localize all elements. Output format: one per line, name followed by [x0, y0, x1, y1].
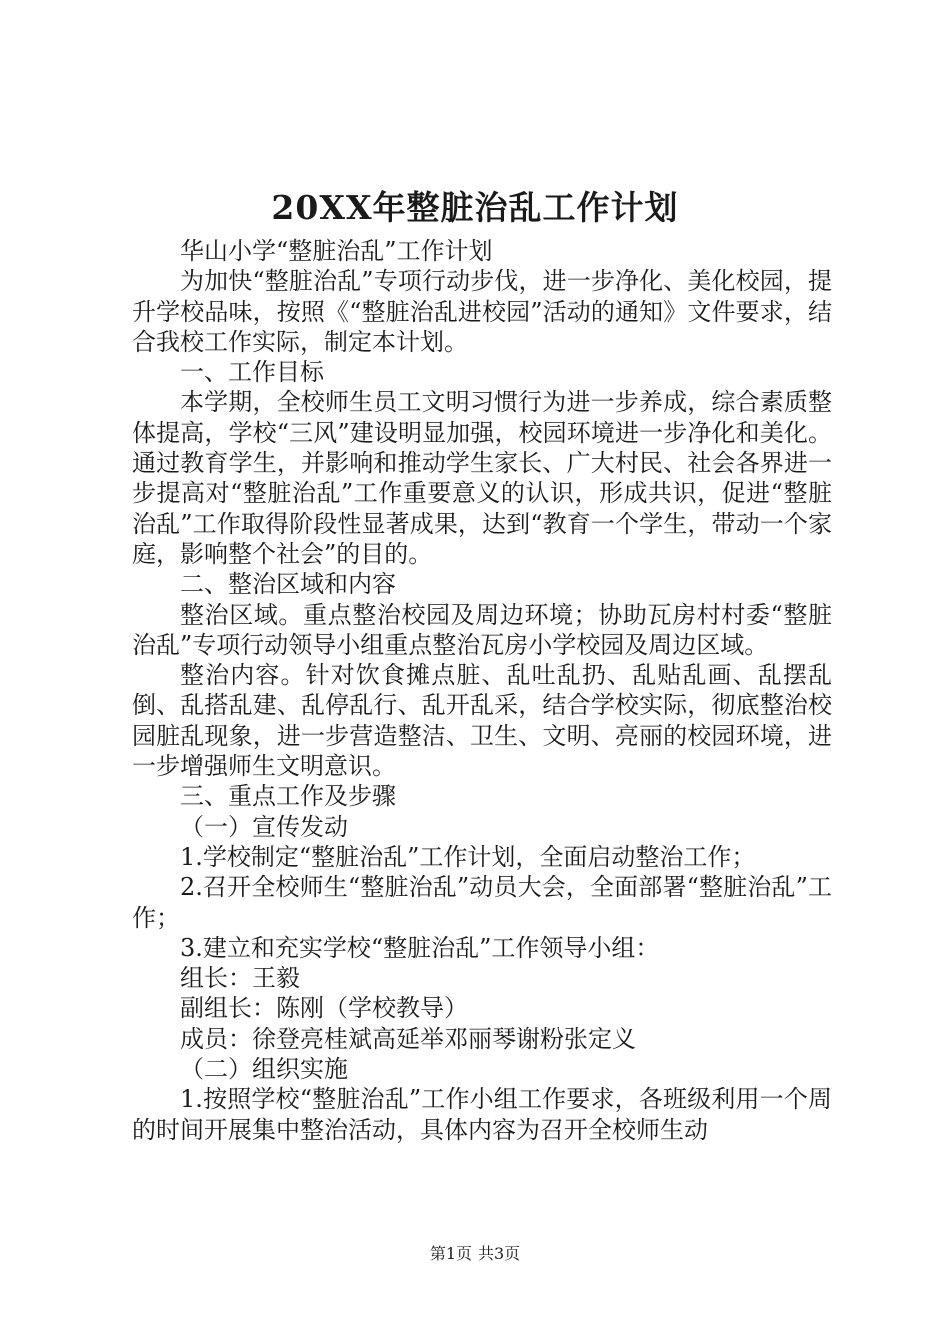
section-heading-steps: 三、重点工作及步骤	[180, 782, 396, 811]
paragraph-content: 整治内容。针对饮食摊点脏、乱吐乱扔、乱贴乱画、乱摆乱倒、乱搭乱建、乱停乱行、乱开乱采，结合学校实际，彻底整治校园脏乱现象，进一步营造整洁、卫生、文明、亮丽的校园环境，进一步增强师生文明意识。	[132, 661, 832, 781]
subsection-heading-implementation: （二）组织实施	[180, 1055, 348, 1084]
list-item-group: 3.建立和充实学校“整脏治乱”工作领导小组：	[180, 933, 660, 962]
paragraph-intro: 为加快“整脏治乱”专项行动步伐，进一步净化、美化校园，提升学校品味，按照《“整脏治乱进校园”活动的通知》文件要求，结合我校工作实际，制定本计划。	[132, 267, 832, 356]
section-heading-areas: 二、整治区域和内容	[180, 570, 396, 599]
document-title: 20XX年整脏治乱工作计划	[271, 188, 679, 227]
document-body	[132, 236, 832, 1145]
paragraph-goals: 本学期，全校师生员工文明习惯行为进一步养成，综合素质整体提高，学校“三风”建设明显加强，校园环境进一步净化和美化。通过教育学生，并影响和推动学生家长、广大村民、社会各界进一步提高对“整脏治乱”工作重要意义的认识，形成共识，促进“整脏治乱”工作取得阶段性显著成果，达到“教育一个学生，带动一个家庭，影响整个社会”的目的。	[132, 388, 832, 568]
page-number: 第1页	[429, 1244, 472, 1263]
list-item-implementation: 1.按照学校“整脏治乱”工作小组工作要求，各班级利用一个周的时间开展集中整治活动，具体内容为召开全校师生动	[132, 1085, 832, 1144]
page-total: 共3页	[478, 1244, 521, 1263]
list-item-meeting: 2.召开全校师生“整脏治乱”动员大会，全面部署“整脏治乱”工作；	[132, 873, 832, 932]
subsection-heading-publicity: （一）宣传发动	[180, 812, 348, 841]
paragraph-areas: 整治区域。重点整治校园及周边环境；协助瓦房村村委“整脏治乱”专项行动领导小组重点整治瓦房小学校园及周边区域。	[132, 600, 832, 659]
list-item-plan: 1.学校制定“整脏治乱”工作计划，全面启动整治工作；	[180, 842, 756, 871]
section-heading-goals: 一、工作目标	[180, 358, 324, 387]
page-footer	[0, 1244, 950, 1264]
group-members: 成员：徐登亮桂斌高延举邓丽琴谢粉张定义	[180, 1024, 636, 1053]
group-leader: 组长：王毅	[180, 964, 300, 993]
group-deputy-leader: 副组长：陈刚（学校教导）	[180, 994, 468, 1023]
paragraph-school-plan-heading: 华山小学“整脏治乱”工作计划	[180, 237, 493, 265]
